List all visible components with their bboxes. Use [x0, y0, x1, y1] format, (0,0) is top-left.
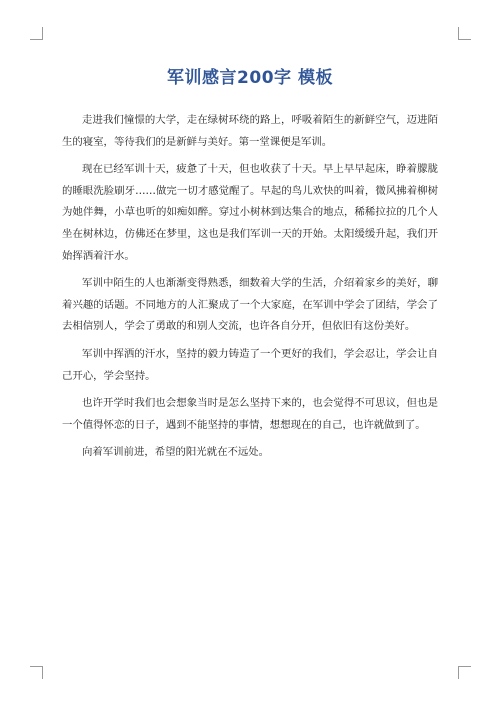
crop-mark-bottom-right	[458, 666, 471, 679]
document-title: 军训感言200字 模板	[167, 68, 333, 88]
crop-mark-bottom-left	[30, 666, 43, 679]
document-body	[62, 110, 438, 470]
paragraph-1: 走进我们憧憬的大学，走在绿树环绕的路上，呼吸着陌生的新鲜空气，迈进陌生的寝室，等待我们的是新鲜与美好。第一堂课便是军训。	[62, 114, 438, 148]
crop-mark-top-left	[30, 27, 43, 40]
paragraph-5: 也许开学时我们也会想象当时是怎么坚持下来的，也会觉得不可思议，但也是一个值得怀恋的日子，遇到不能坚持的事情，想想现在的自己，也许就做到了。	[62, 397, 438, 431]
paragraph-3: 军训中陌生的人也渐渐变得熟悉，细数着大学的生活，介绍着家乡的美好，聊着兴趣的话题。不同地方的人汇聚成了一个大家庭，在军训中学会了团结，学会了去相信别人，学会了勇敢的和别人交流，也许各自分开，但依旧有这份美好。	[62, 277, 438, 333]
crop-mark-top-right	[458, 27, 471, 40]
paragraph-4: 军训中挥洒的汗水，坚持的毅力铸造了一个更好的我们，学会忍让，学会让自己开心，学会坚持。	[62, 347, 438, 382]
paragraph-2: 现在已经军训十天，疲惫了十天，但也收获了十天。早上早早起床，睁着朦胧的睡眼洗脸刷牙……做完一切才感觉醒了。早起的鸟儿欢快的叫着，微风拂着柳树为她伴舞，小草也听的如痴如醉。穿过小树林到达集合的地点，稀稀拉拉的几个人坐在树林边，仿佛还在梦里，这也是我们军训一天的开始。太阳缓缓升起，我们开始挥洒着汗水。	[62, 163, 438, 262]
paragraph-6: 向着军训前进，希望的阳光就在不远处。	[82, 446, 270, 459]
